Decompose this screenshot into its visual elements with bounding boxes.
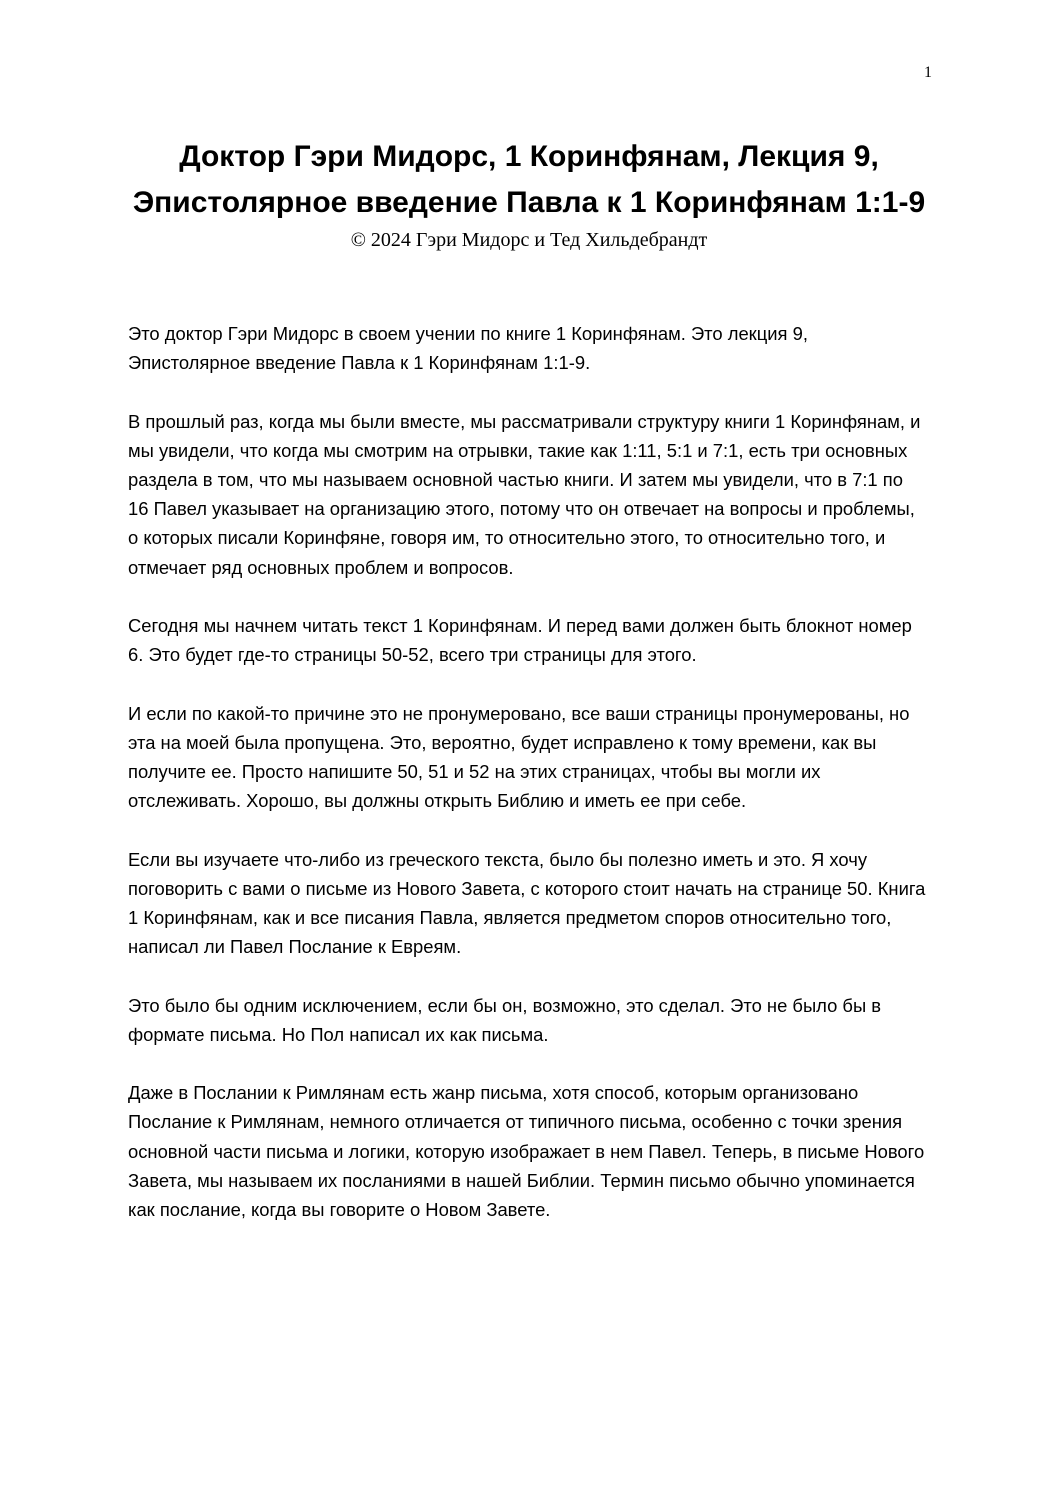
page-number: 1 (924, 64, 932, 81)
paragraph: Сегодня мы начнем читать текст 1 Коринфянам. И перед вами должен быть блокнот номер 6. Это будет где-то страницы 50-52, всего три страницы для этого. (128, 615, 912, 666)
title-block (100, 134, 958, 252)
paragraph: Это было бы одним исключением, если бы он, возможно, это сделал. Это не было бы в формате письма. Но Пол написал их как письма. (128, 994, 882, 1045)
paragraph: Даже в Послании к Римлянам есть жанр письма, хотя способ, которым организовано Послание к Римлянам, немного отличается от типичного письма, особенно с точки зрения основной части письма и логики, которую изображает в нем Павел. Теперь, в письме Нового Завета, мы называем их посланиями в нашей Библии. Термин письмо обычно упоминается как послание, когда вы говорите о Новом Завете. (128, 1082, 925, 1220)
paragraph: В прошлый раз, когда мы были вместе, мы рассматривали структуру книги 1 Коринфянам, и мы увидели, что когда мы смотрим на отрывки, такие как 1:11, 5:1 и 7:1, есть три основных раздела в том, что мы называем основной частью книги. И затем мы увидели, что в 7:1 по 16 Павел указывает на организацию этого, потому что он отвечает на вопросы и проблемы, о которых писали Коринфяне, говоря им, то относительно этого, то относительно того, и отмечает ряд основных проблем и вопросов. (128, 410, 921, 578)
copyright-line: © 2024 Гэри Мидорс и Тед Хильдебрандт (350, 229, 708, 251)
paragraph: И если по какой-то причине это не пронумеровано, все ваши страницы пронумерованы, но эта на моей была пропущена. Это, вероятно, будет исправлено к тому времени, как вы получите ее. Просто напишите 50, 51 и 52 на этих страницах, чтобы вы могли их отслеживать. Хорошо, вы должны открыть Библию и иметь ее при себе. (128, 702, 910, 812)
paragraph: Если вы изучаете что-либо из греческого текста, было бы полезно иметь и это. Я хочу поговорить с вами о письме из Нового Завета, с которого стоит начать на странице 50. Книга 1 Коринфянам, как и все писания Павла, является предметом споров относительно того, написал ли Павел Послание к Евреям. (128, 848, 926, 958)
lecture-body (128, 319, 928, 1253)
paragraph: Это доктор Гэри Мидорс в своем учении по книге 1 Коринфянам. Это лекция 9, Эпистолярное введение Павла к 1 Коринфянам 1:1-9. (128, 323, 808, 374)
page-title: Доктор Гэри Мидорс, 1 Коринфянам, Лекция 9, Эпистолярное введение Павла к 1 Коринфянам 1:1-9 (132, 140, 926, 219)
